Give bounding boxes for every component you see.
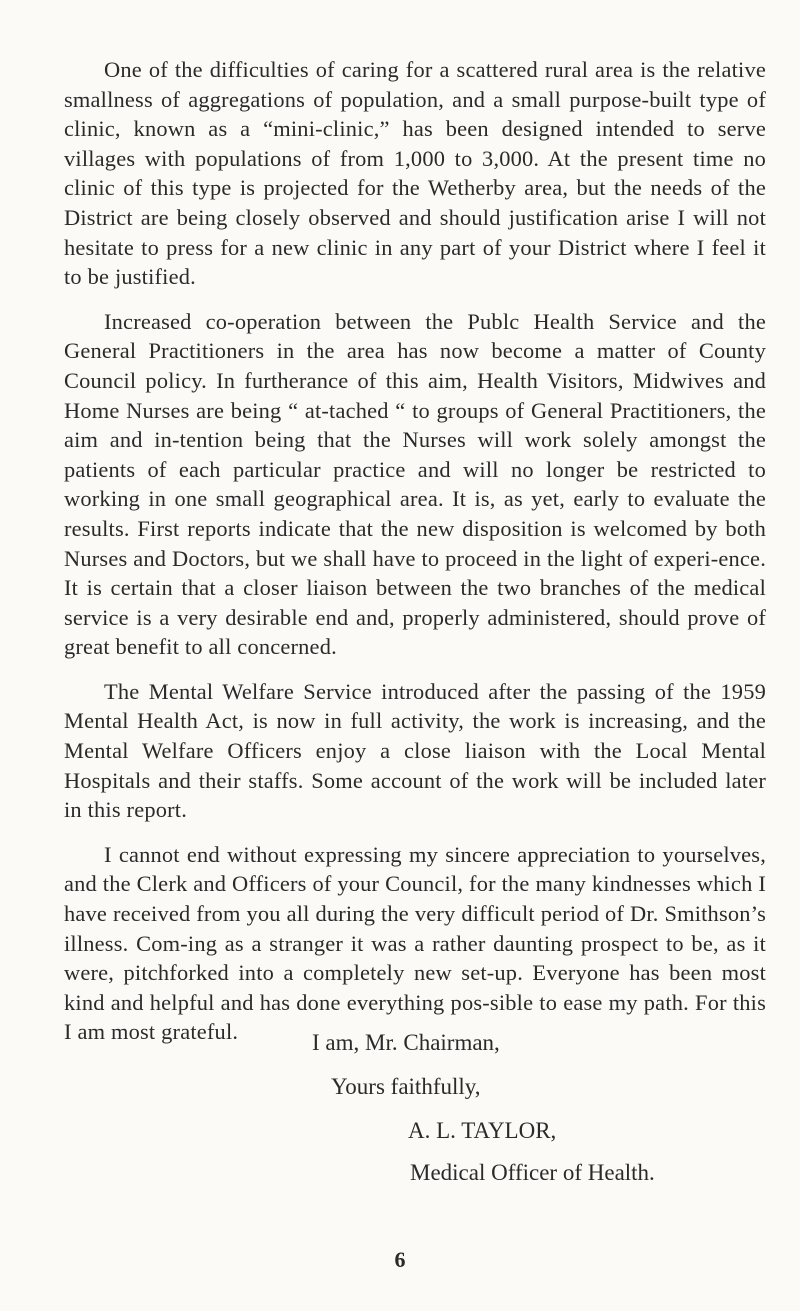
page-number: 6 <box>394 1247 406 1272</box>
paragraph-co-operation: Increased co-operation between the Publc Health Service and the General Practitioners in the area has now become a matter of County Council policy. In furtherance of this aim, Health Visitors, Midwives and Home Nurses are being “ at-tached “ to groups of General Practitioners, the aim and in-tention being that the Nurses will work solely amongst the patients of each particular practice and will no longer be restricted to working in one small geographical area. It is, as yet, early to evaluate the results. First reports indicate that the new disposition is welcomed by both Nurses and Doctors, but we shall have to proceed in the light of experi-ence. It is certain that a closer liaison between the two branches of the medical service is a very desirable end and, properly administered, should prove of great benefit to all concerned. <box>64 308 766 660</box>
letter-body <box>64 55 766 1047</box>
paragraph-mental-welfare: The Mental Welfare Service introduced after the passing of the 1959 Mental Health Act, is now in full activity, the work is increasing, and the Mental Welfare Officers enjoy a close liaison with the Local Mental Hospitals and their staffs. Some account of the work will be included later in this report. <box>64 678 766 823</box>
signature-title: Medical Officer of Health. <box>410 1160 655 1185</box>
signature-name: A. L. TAYLOR, <box>408 1118 557 1143</box>
paragraph-mini-clinic: One of the difficulties of caring for a scattered rural area is the relative smallness of aggregations of population, and a small purpose-built type of clinic, known as a “mini-clinic,” has been designed intended to serve villages with populations of from 1,000 to 3,000. At the present time no clinic of this type is projected for the Wetherby area, but the needs of the District are being closely observed and should justification arise I will not hesitate to press for a new clinic in any part of your District where I feel it to be justified. <box>64 57 766 290</box>
salutation-line: I am, Mr. Chairman, <box>312 1030 500 1055</box>
paragraph-appreciation: I cannot end without expressing my sincere appreciation to yourselves, and the Clerk and Officers of your Council, for the many kindnesses which I have received from you all during the very difficult period of Dr. Smithson’s illness. Com-ing as a stranger it was a rather daunting prospect to be, as it were, pitchforked into a completely new set-up. Everyone has been most kind and helpful and has done everything pos-sible to ease my path. For this I am most grateful. <box>64 841 766 1045</box>
valediction-line: Yours faithfully, <box>331 1074 481 1099</box>
